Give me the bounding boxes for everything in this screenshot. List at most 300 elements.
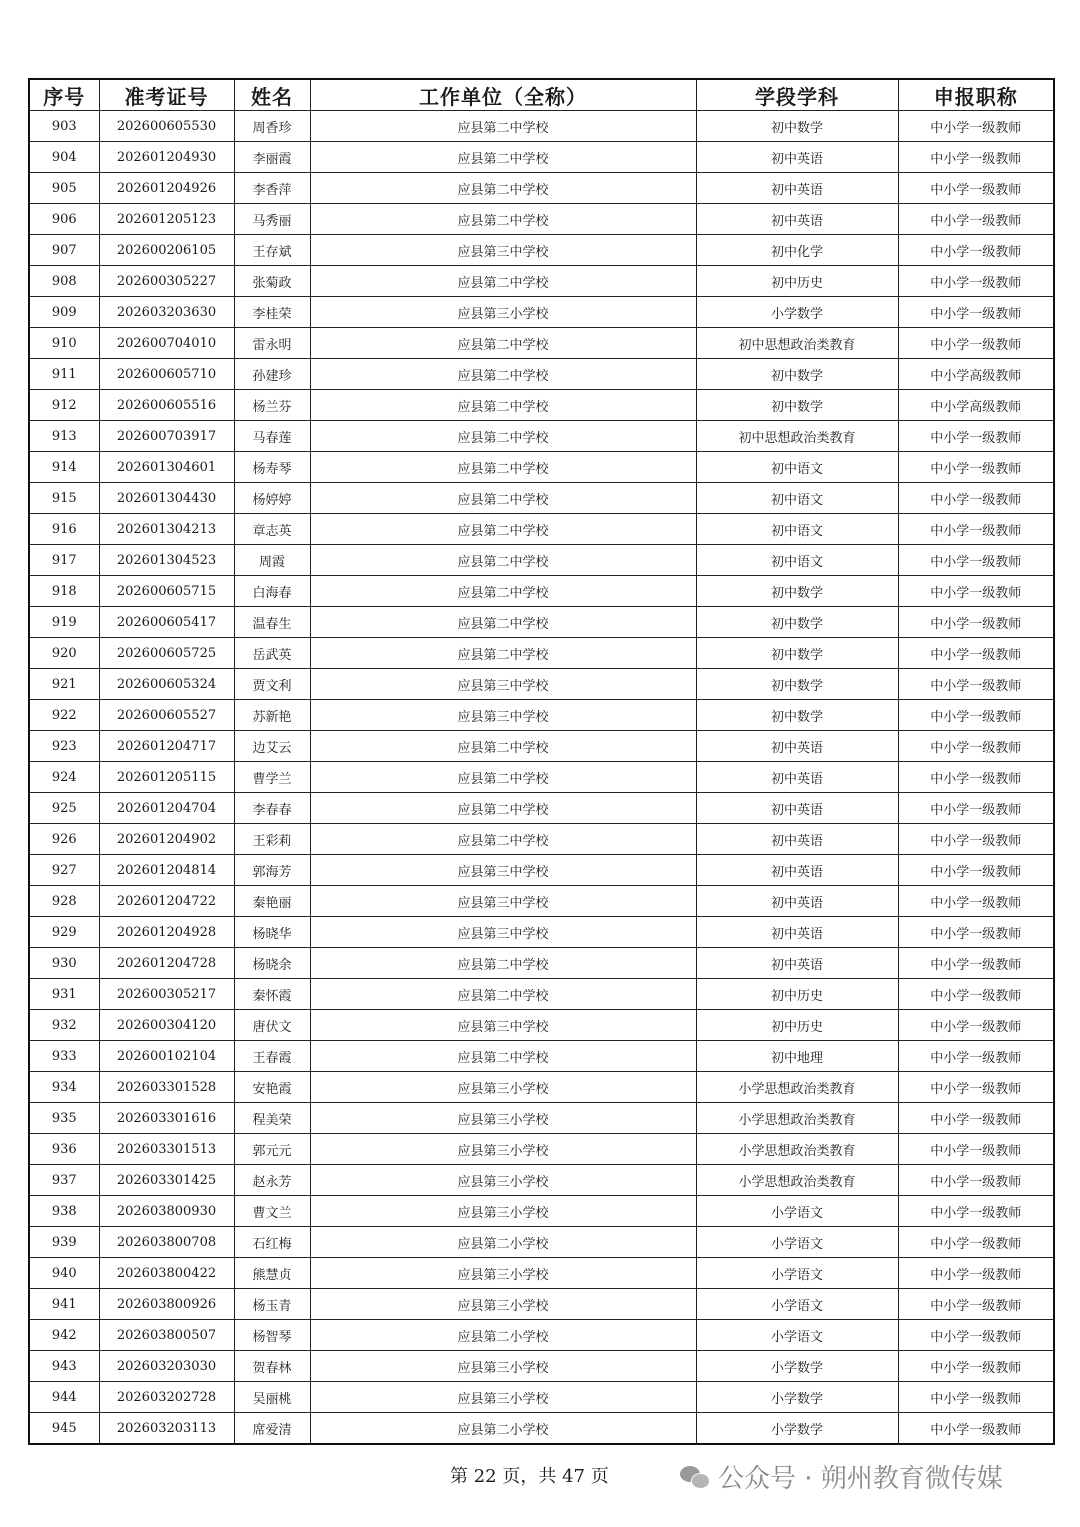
cell-serial: 942 xyxy=(29,1320,99,1351)
table-row xyxy=(29,731,1054,762)
cell-name: 边艾云 xyxy=(234,731,310,762)
cell-serial: 910 xyxy=(29,328,99,359)
cell-title: 中小学一级教师 xyxy=(898,1041,1054,1072)
cell-workplace: 应县第二中学校 xyxy=(310,824,696,855)
table-row xyxy=(29,514,1054,545)
cell-name: 张菊政 xyxy=(234,266,310,297)
cell-exam-id: 202601204814 xyxy=(99,855,234,886)
cell-exam-id: 202601204928 xyxy=(99,917,234,948)
cell-name: 熊慧贞 xyxy=(234,1258,310,1289)
cell-serial: 915 xyxy=(29,483,99,514)
cell-exam-id: 202600102104 xyxy=(99,1041,234,1072)
cell-serial: 929 xyxy=(29,917,99,948)
cell-workplace: 应县第二中学校 xyxy=(310,359,696,390)
cell-subject: 初中数学 xyxy=(696,359,898,390)
cell-serial: 930 xyxy=(29,948,99,979)
cell-exam-id: 202600605715 xyxy=(99,576,234,607)
cell-exam-id: 202600305217 xyxy=(99,979,234,1010)
table-row xyxy=(29,390,1054,421)
cell-serial: 938 xyxy=(29,1196,99,1227)
cell-subject: 初中英语 xyxy=(696,948,898,979)
cell-title: 中小学一级教师 xyxy=(898,607,1054,638)
cell-exam-id: 202600605530 xyxy=(99,111,234,142)
cell-title: 中小学一级教师 xyxy=(898,1227,1054,1258)
table-row xyxy=(29,111,1054,142)
cell-title: 中小学一级教师 xyxy=(898,297,1054,328)
table-row xyxy=(29,607,1054,638)
cell-workplace: 应县第三小学校 xyxy=(310,1072,696,1103)
table-body xyxy=(29,111,1054,1445)
cell-workplace: 应县第三中学校 xyxy=(310,669,696,700)
cell-name: 马秀丽 xyxy=(234,204,310,235)
cell-workplace: 应县第三中学校 xyxy=(310,855,696,886)
cell-serial: 934 xyxy=(29,1072,99,1103)
cell-title: 中小学一级教师 xyxy=(898,328,1054,359)
cell-name: 李香萍 xyxy=(234,173,310,204)
table-row xyxy=(29,266,1054,297)
cell-exam-id: 202601204926 xyxy=(99,173,234,204)
cell-subject: 初中语文 xyxy=(696,483,898,514)
cell-title: 中小学一级教师 xyxy=(898,1165,1054,1196)
cell-exam-id: 202603800708 xyxy=(99,1227,234,1258)
cell-name: 贺春林 xyxy=(234,1351,310,1382)
cell-subject: 初中英语 xyxy=(696,731,898,762)
cell-workplace: 应县第二中学校 xyxy=(310,948,696,979)
table-row xyxy=(29,793,1054,824)
cell-title: 中小学一级教师 xyxy=(898,576,1054,607)
cell-serial: 935 xyxy=(29,1103,99,1134)
cell-name: 杨晓余 xyxy=(234,948,310,979)
cell-subject: 小学思想政治类教育 xyxy=(696,1072,898,1103)
cell-exam-id: 202601205115 xyxy=(99,762,234,793)
cell-workplace: 应县第三中学校 xyxy=(310,235,696,266)
cell-subject: 初中历史 xyxy=(696,1010,898,1041)
cell-serial: 943 xyxy=(29,1351,99,1382)
cell-name: 吴丽桃 xyxy=(234,1382,310,1413)
cell-workplace: 应县第二中学校 xyxy=(310,173,696,204)
cell-subject: 初中化学 xyxy=(696,235,898,266)
cell-exam-id: 202601204717 xyxy=(99,731,234,762)
cell-serial: 920 xyxy=(29,638,99,669)
cell-exam-id: 202601304601 xyxy=(99,452,234,483)
cell-workplace: 应县第三中学校 xyxy=(310,886,696,917)
cell-exam-id: 202603301616 xyxy=(99,1103,234,1134)
cell-serial: 939 xyxy=(29,1227,99,1258)
cell-workplace: 应县第二中学校 xyxy=(310,793,696,824)
cell-exam-id: 202600206105 xyxy=(99,235,234,266)
cell-name: 王春霞 xyxy=(234,1041,310,1072)
cell-subject: 初中数学 xyxy=(696,669,898,700)
table-row xyxy=(29,700,1054,731)
cell-serial: 919 xyxy=(29,607,99,638)
cell-workplace: 应县第二中学校 xyxy=(310,142,696,173)
cell-title: 中小学一级教师 xyxy=(898,1351,1054,1382)
cell-workplace: 应县第二中学校 xyxy=(310,483,696,514)
cell-subject: 小学数学 xyxy=(696,1413,898,1445)
cell-workplace: 应县第二中学校 xyxy=(310,390,696,421)
cell-exam-id: 202603301513 xyxy=(99,1134,234,1165)
cell-title: 中小学一级教师 xyxy=(898,421,1054,452)
header-serial: 序号 xyxy=(29,79,99,111)
cell-workplace: 应县第三小学校 xyxy=(310,297,696,328)
cell-name: 贾文利 xyxy=(234,669,310,700)
cell-serial: 926 xyxy=(29,824,99,855)
cell-exam-id: 202603800422 xyxy=(99,1258,234,1289)
cell-name: 曹学兰 xyxy=(234,762,310,793)
cell-serial: 940 xyxy=(29,1258,99,1289)
header-exam-id: 准考证号 xyxy=(99,79,234,111)
cell-exam-id: 202600605527 xyxy=(99,700,234,731)
cell-workplace: 应县第三中学校 xyxy=(310,700,696,731)
cell-workplace: 应县第二中学校 xyxy=(310,1041,696,1072)
cell-name: 周香珍 xyxy=(234,111,310,142)
cell-title: 中小学一级教师 xyxy=(898,452,1054,483)
table-row xyxy=(29,1413,1054,1445)
cell-title: 中小学一级教师 xyxy=(898,204,1054,235)
table-row xyxy=(29,1382,1054,1413)
cell-title: 中小学一级教师 xyxy=(898,1010,1054,1041)
cell-exam-id: 202600605725 xyxy=(99,638,234,669)
cell-serial: 913 xyxy=(29,421,99,452)
cell-title: 中小学一级教师 xyxy=(898,1196,1054,1227)
cell-title: 中小学一级教师 xyxy=(898,824,1054,855)
cell-title: 中小学一级教师 xyxy=(898,793,1054,824)
table-row xyxy=(29,173,1054,204)
cell-exam-id: 202600704010 xyxy=(99,328,234,359)
cell-exam-id: 202603301528 xyxy=(99,1072,234,1103)
cell-title: 中小学一级教师 xyxy=(898,1072,1054,1103)
cell-title: 中小学一级教师 xyxy=(898,917,1054,948)
cell-subject: 初中数学 xyxy=(696,700,898,731)
cell-workplace: 应县第二小学校 xyxy=(310,1227,696,1258)
cell-exam-id: 202603800930 xyxy=(99,1196,234,1227)
cell-workplace: 应县第二中学校 xyxy=(310,545,696,576)
cell-subject: 小学语文 xyxy=(696,1196,898,1227)
cell-title: 中小学一级教师 xyxy=(898,111,1054,142)
watermark-text: 公众号 · 朔州教育微传媒 xyxy=(718,1464,1003,1494)
cell-title: 中小学一级教师 xyxy=(898,483,1054,514)
cell-name: 曹文兰 xyxy=(234,1196,310,1227)
header-workplace: 工作单位（全称） xyxy=(310,79,696,111)
cell-name: 岳武英 xyxy=(234,638,310,669)
cell-workplace: 应县第二小学校 xyxy=(310,1413,696,1445)
cell-subject: 初中语文 xyxy=(696,514,898,545)
cell-serial: 905 xyxy=(29,173,99,204)
cell-exam-id: 202600703917 xyxy=(99,421,234,452)
cell-title: 中小学一级教师 xyxy=(898,1258,1054,1289)
cell-subject: 初中地理 xyxy=(696,1041,898,1072)
cell-exam-id: 202601204930 xyxy=(99,142,234,173)
cell-name: 杨婷婷 xyxy=(234,483,310,514)
cell-subject: 初中数学 xyxy=(696,111,898,142)
cell-serial: 931 xyxy=(29,979,99,1010)
cell-subject: 小学数学 xyxy=(696,1382,898,1413)
cell-subject: 初中数学 xyxy=(696,390,898,421)
cell-serial: 944 xyxy=(29,1382,99,1413)
cell-exam-id: 202603203630 xyxy=(99,297,234,328)
header-title: 申报职称 xyxy=(898,79,1054,111)
table-row xyxy=(29,1072,1054,1103)
cell-serial: 928 xyxy=(29,886,99,917)
cell-serial: 921 xyxy=(29,669,99,700)
table-row xyxy=(29,235,1054,266)
cell-subject: 初中英语 xyxy=(696,886,898,917)
cell-name: 苏新艳 xyxy=(234,700,310,731)
table-row xyxy=(29,855,1054,886)
cell-title: 中小学一级教师 xyxy=(898,266,1054,297)
cell-title: 中小学一级教师 xyxy=(898,886,1054,917)
cell-workplace: 应县第二中学校 xyxy=(310,421,696,452)
cell-workplace: 应县第二中学校 xyxy=(310,514,696,545)
cell-subject: 初中英语 xyxy=(696,173,898,204)
table-row xyxy=(29,483,1054,514)
table-row xyxy=(29,948,1054,979)
cell-workplace: 应县第三小学校 xyxy=(310,1134,696,1165)
cell-serial: 904 xyxy=(29,142,99,173)
cell-exam-id: 202603301425 xyxy=(99,1165,234,1196)
cell-subject: 初中数学 xyxy=(696,638,898,669)
table-header-row xyxy=(29,79,1054,111)
cell-exam-id: 202600304120 xyxy=(99,1010,234,1041)
cell-serial: 922 xyxy=(29,700,99,731)
table-row xyxy=(29,1351,1054,1382)
cell-serial: 933 xyxy=(29,1041,99,1072)
table-row xyxy=(29,669,1054,700)
cell-serial: 914 xyxy=(29,452,99,483)
cell-name: 杨玉青 xyxy=(234,1289,310,1320)
cell-name: 李桂荣 xyxy=(234,297,310,328)
cell-name: 郭元元 xyxy=(234,1134,310,1165)
cell-name: 杨兰芬 xyxy=(234,390,310,421)
cell-subject: 小学数学 xyxy=(696,1351,898,1382)
cell-serial: 912 xyxy=(29,390,99,421)
cell-serial: 927 xyxy=(29,855,99,886)
cell-name: 雷永明 xyxy=(234,328,310,359)
cell-name: 杨寿琴 xyxy=(234,452,310,483)
table-row xyxy=(29,1258,1054,1289)
cell-workplace: 应县第二中学校 xyxy=(310,204,696,235)
cell-subject: 初中思想政治类教育 xyxy=(696,328,898,359)
cell-name: 孙建珍 xyxy=(234,359,310,390)
cell-workplace: 应县第二中学校 xyxy=(310,607,696,638)
table-row xyxy=(29,1227,1054,1258)
cell-subject: 初中英语 xyxy=(696,824,898,855)
cell-subject: 初中历史 xyxy=(696,979,898,1010)
cell-name: 程美荣 xyxy=(234,1103,310,1134)
table-row xyxy=(29,297,1054,328)
cell-title: 中小学一级教师 xyxy=(898,979,1054,1010)
cell-exam-id: 202603800507 xyxy=(99,1320,234,1351)
cell-subject: 小学数学 xyxy=(696,297,898,328)
table-row xyxy=(29,1289,1054,1320)
cell-workplace: 应县第三中学校 xyxy=(310,917,696,948)
cell-exam-id: 202600605516 xyxy=(99,390,234,421)
table-row xyxy=(29,638,1054,669)
cell-subject: 初中英语 xyxy=(696,793,898,824)
table-row xyxy=(29,1134,1054,1165)
cell-serial: 909 xyxy=(29,297,99,328)
cell-subject: 小学语文 xyxy=(696,1227,898,1258)
cell-subject: 初中思想政治类教育 xyxy=(696,421,898,452)
cell-title: 中小学一级教师 xyxy=(898,142,1054,173)
cell-subject: 初中英语 xyxy=(696,855,898,886)
cell-exam-id: 202601204722 xyxy=(99,886,234,917)
cell-workplace: 应县第二中学校 xyxy=(310,328,696,359)
cell-workplace: 应县第二中学校 xyxy=(310,638,696,669)
cell-subject: 小学语文 xyxy=(696,1258,898,1289)
cell-title: 中小学高级教师 xyxy=(898,359,1054,390)
table-row xyxy=(29,142,1054,173)
cell-subject: 小学思想政治类教育 xyxy=(696,1134,898,1165)
cell-serial: 908 xyxy=(29,266,99,297)
cell-serial: 917 xyxy=(29,545,99,576)
cell-subject: 小学思想政治类教育 xyxy=(696,1165,898,1196)
cell-title: 中小学一级教师 xyxy=(898,173,1054,204)
cell-workplace: 应县第三小学校 xyxy=(310,1103,696,1134)
cell-subject: 初中英语 xyxy=(696,204,898,235)
cell-serial: 936 xyxy=(29,1134,99,1165)
cell-name: 白海春 xyxy=(234,576,310,607)
table-row xyxy=(29,1103,1054,1134)
cell-serial: 941 xyxy=(29,1289,99,1320)
cell-serial: 916 xyxy=(29,514,99,545)
cell-exam-id: 202603800926 xyxy=(99,1289,234,1320)
cell-exam-id: 202601205123 xyxy=(99,204,234,235)
table-row xyxy=(29,204,1054,235)
cell-exam-id: 202601204902 xyxy=(99,824,234,855)
cell-subject: 初中英语 xyxy=(696,142,898,173)
table-row xyxy=(29,762,1054,793)
cell-subject: 小学语文 xyxy=(696,1289,898,1320)
cell-name: 唐伏文 xyxy=(234,1010,310,1041)
cell-title: 中小学一级教师 xyxy=(898,1103,1054,1134)
cell-workplace: 应县第三小学校 xyxy=(310,1258,696,1289)
table-row xyxy=(29,545,1054,576)
cell-serial: 903 xyxy=(29,111,99,142)
cell-serial: 906 xyxy=(29,204,99,235)
cell-serial: 911 xyxy=(29,359,99,390)
cell-title: 中小学一级教师 xyxy=(898,235,1054,266)
cell-exam-id: 202603202728 xyxy=(99,1382,234,1413)
table-row xyxy=(29,328,1054,359)
cell-subject: 初中英语 xyxy=(696,762,898,793)
cell-subject: 初中历史 xyxy=(696,266,898,297)
cell-name: 郭海芳 xyxy=(234,855,310,886)
cell-exam-id: 202600305227 xyxy=(99,266,234,297)
header-subject: 学段学科 xyxy=(696,79,898,111)
cell-exam-id: 202601304523 xyxy=(99,545,234,576)
cell-serial: 923 xyxy=(29,731,99,762)
cell-title: 中小学一级教师 xyxy=(898,1413,1054,1445)
cell-name: 安艳霞 xyxy=(234,1072,310,1103)
cell-workplace: 应县第二中学校 xyxy=(310,576,696,607)
table-row xyxy=(29,421,1054,452)
cell-subject: 初中数学 xyxy=(696,607,898,638)
cell-workplace: 应县第二小学校 xyxy=(310,1320,696,1351)
table-row xyxy=(29,1010,1054,1041)
cell-name: 杨晓华 xyxy=(234,917,310,948)
cell-name: 周霞 xyxy=(234,545,310,576)
cell-name: 秦艳丽 xyxy=(234,886,310,917)
cell-title: 中小学一级教师 xyxy=(898,638,1054,669)
cell-title: 中小学一级教师 xyxy=(898,669,1054,700)
cell-subject: 初中数学 xyxy=(696,576,898,607)
cell-serial: 918 xyxy=(29,576,99,607)
cell-exam-id: 202600605324 xyxy=(99,669,234,700)
table-row xyxy=(29,886,1054,917)
cell-name: 石红梅 xyxy=(234,1227,310,1258)
cell-subject: 小学思想政治类教育 xyxy=(696,1103,898,1134)
cell-serial: 907 xyxy=(29,235,99,266)
cell-title: 中小学一级教师 xyxy=(898,700,1054,731)
cell-title: 中小学一级教师 xyxy=(898,731,1054,762)
cell-exam-id: 202601304213 xyxy=(99,514,234,545)
cell-serial: 945 xyxy=(29,1413,99,1445)
cell-name: 章志英 xyxy=(234,514,310,545)
table-row xyxy=(29,1165,1054,1196)
cell-exam-id: 202601204704 xyxy=(99,793,234,824)
table-row xyxy=(29,359,1054,390)
cell-subject: 初中英语 xyxy=(696,917,898,948)
cell-title: 中小学一级教师 xyxy=(898,855,1054,886)
cell-name: 杨智琴 xyxy=(234,1320,310,1351)
table-row xyxy=(29,917,1054,948)
cell-subject: 小学语文 xyxy=(696,1320,898,1351)
cell-name: 马春莲 xyxy=(234,421,310,452)
table-row xyxy=(29,1196,1054,1227)
page-footer xyxy=(0,1458,1080,1494)
table-row xyxy=(29,576,1054,607)
cell-name: 王存斌 xyxy=(234,235,310,266)
cell-name: 李丽霞 xyxy=(234,142,310,173)
cell-title: 中小学一级教师 xyxy=(898,1382,1054,1413)
cell-serial: 925 xyxy=(29,793,99,824)
cell-workplace: 应县第三小学校 xyxy=(310,1196,696,1227)
cell-title: 中小学一级教师 xyxy=(898,514,1054,545)
cell-subject: 初中语文 xyxy=(696,452,898,483)
cell-name: 赵永芳 xyxy=(234,1165,310,1196)
cell-title: 中小学高级教师 xyxy=(898,390,1054,421)
cell-workplace: 应县第二中学校 xyxy=(310,111,696,142)
cell-exam-id: 202603203113 xyxy=(99,1413,234,1445)
cell-serial: 937 xyxy=(29,1165,99,1196)
cell-workplace: 应县第二中学校 xyxy=(310,266,696,297)
cell-workplace: 应县第三小学校 xyxy=(310,1351,696,1382)
cell-serial: 932 xyxy=(29,1010,99,1041)
wechat-icon xyxy=(680,1464,710,1490)
cell-exam-id: 202603203030 xyxy=(99,1351,234,1382)
cell-workplace: 应县第三中学校 xyxy=(310,1010,696,1041)
cell-name: 王彩莉 xyxy=(234,824,310,855)
page-number: 第 22 页，共 47 页 xyxy=(450,1466,609,1487)
cell-title: 中小学一级教师 xyxy=(898,545,1054,576)
table-row xyxy=(29,1320,1054,1351)
cell-name: 秦怀霞 xyxy=(234,979,310,1010)
cell-exam-id: 202601304430 xyxy=(99,483,234,514)
table-row xyxy=(29,979,1054,1010)
cell-title: 中小学一级教师 xyxy=(898,948,1054,979)
roster-table xyxy=(28,78,1055,1445)
cell-exam-id: 202600605417 xyxy=(99,607,234,638)
cell-name: 席爱清 xyxy=(234,1413,310,1445)
cell-exam-id: 202600605710 xyxy=(99,359,234,390)
cell-workplace: 应县第三小学校 xyxy=(310,1382,696,1413)
cell-workplace: 应县第二中学校 xyxy=(310,452,696,483)
cell-exam-id: 202601204728 xyxy=(99,948,234,979)
cell-title: 中小学一级教师 xyxy=(898,1134,1054,1165)
cell-title: 中小学一级教师 xyxy=(898,1289,1054,1320)
table-row xyxy=(29,452,1054,483)
